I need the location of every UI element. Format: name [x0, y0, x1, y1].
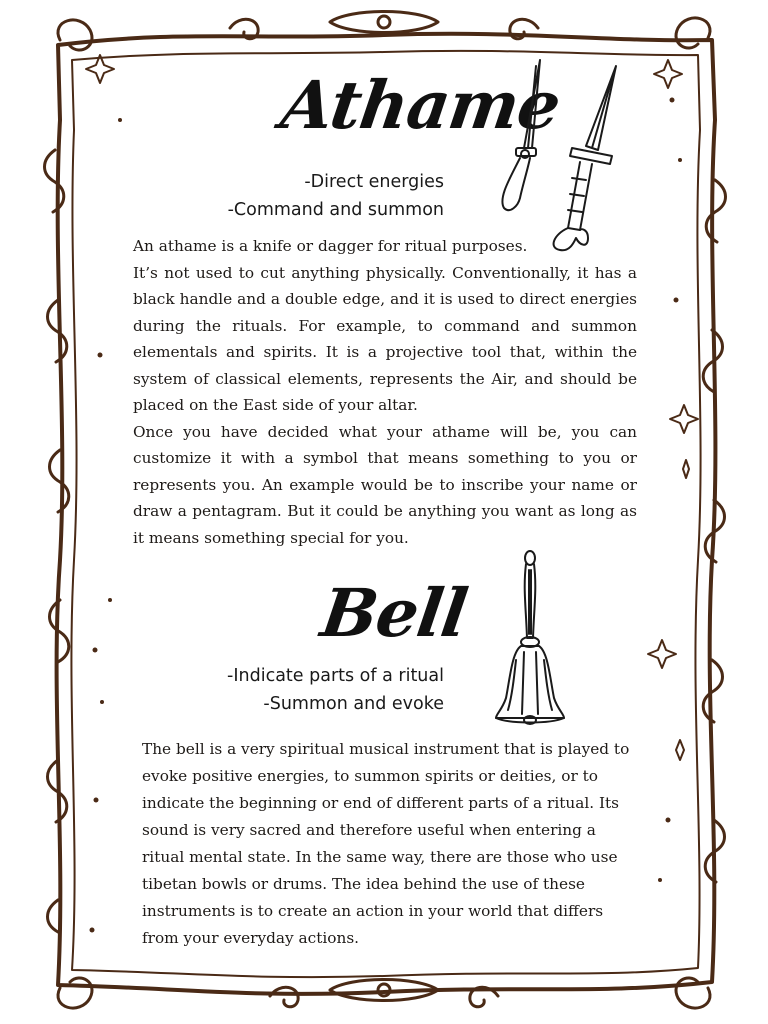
bell-description: [142, 736, 642, 952]
dagger-illustration: [488, 58, 628, 258]
paragraph: An athame is a knife or dagger for ritual purposes.: [133, 237, 528, 255]
keyword: -Indicate parts of a ritual: [227, 666, 444, 686]
keyword: -Direct energies: [304, 172, 444, 192]
paragraph: The bell is a very spiritual musical instrument that is played to evoke positive energies, to summon spirits or deities, or to indicate the beginning or end of different parts of a ritual. Its sound is very sacred and therefore useful when entering a ritual mental state. In the same way, there are those who use tibetan bowls or drums. The idea behind the use of these instruments is to create an action in your world that differs from your everyday actions.: [142, 740, 630, 947]
athame-description: [133, 233, 637, 551]
bell-title: Bell: [316, 574, 472, 652]
athame-keywords: [228, 168, 444, 224]
paragraph: It’s not used to cut anything physically. Conventionally, it has a black handle and a double edge, and it is used to direct energies during the rituals. For example, to command and summon elementals and spirits. It is a projective tool that, within the system of classical elements, represents the Air, and should be placed on the East side of your altar.: [133, 263, 637, 414]
keyword: -Summon and evoke: [263, 694, 444, 714]
keyword: -Command and summon: [227, 200, 444, 220]
paragraph: Once you have decided what your athame will be, you can customize it with a symbol that means something to you or represents you. An example would be to inscribe your name or draw a pentagram. But it could be anything you want as long as it means something special for you.: [133, 422, 637, 547]
bell-illustration: [490, 548, 570, 728]
bell-keywords: [227, 662, 444, 718]
athame-title: Athame: [276, 66, 565, 144]
